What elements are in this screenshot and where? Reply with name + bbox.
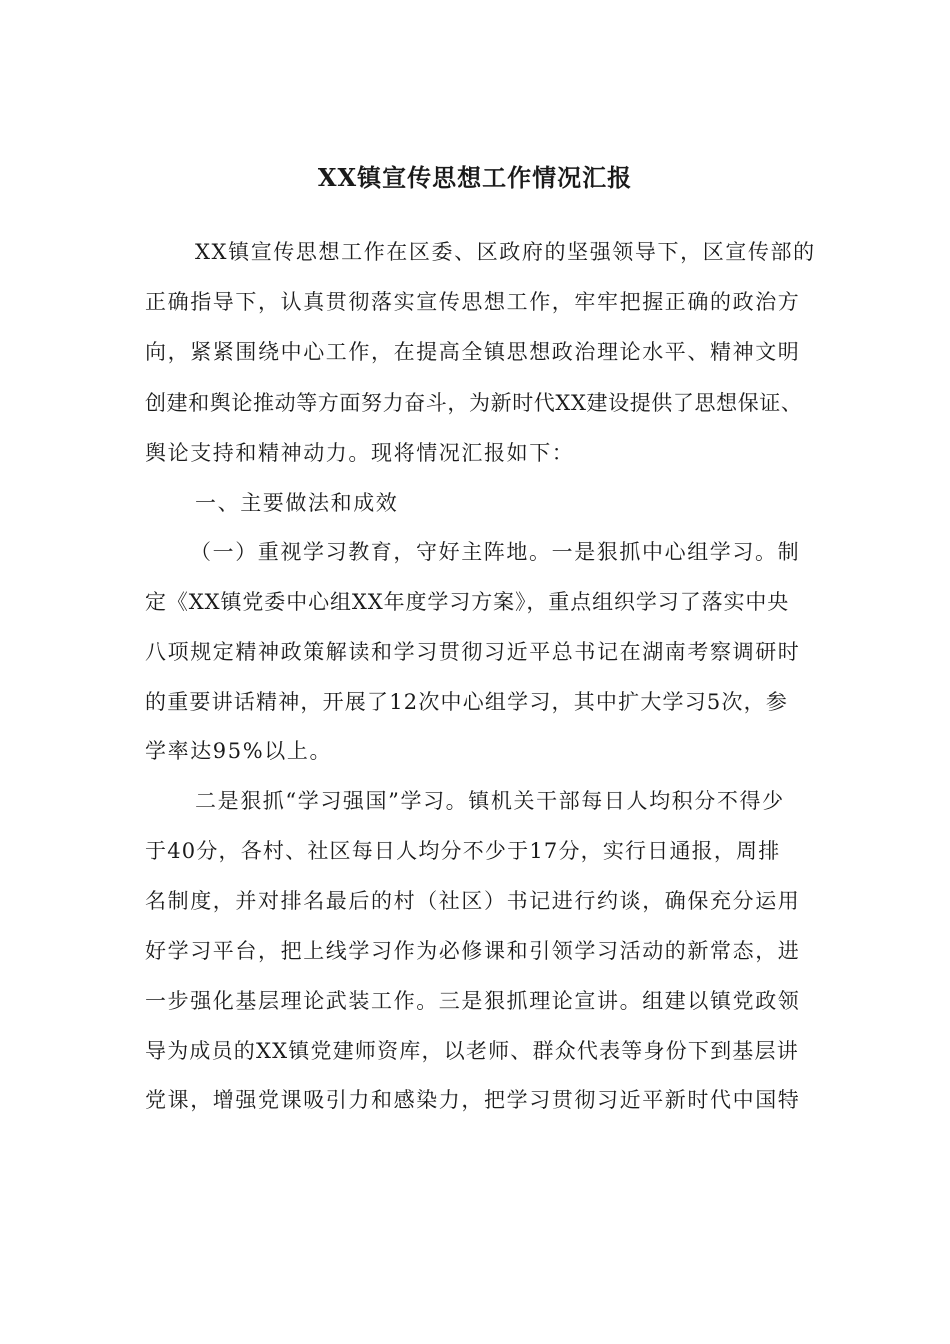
paragraph-line: （一）重视学习教育，守好主阵地。一是狠抓中心组学习。制 — [190, 540, 801, 564]
paragraph-line: 八项规定精神政策解读和学习贯彻习近平总书记在湖南考察调研时 — [145, 640, 801, 664]
section-heading: 一、主要做法和成效 — [195, 491, 399, 515]
paragraph-line: XX镇宣传思想工作在区委、区政府的坚强领导下，区宣传部的 — [195, 240, 816, 264]
paragraph-line: 定《XX镇党委中心组XX年度学习方案》，重点组织学习了落实中央 — [145, 590, 790, 614]
paragraph-line: 导为成员的XX镇党建师资库，以老师、群众代表等身份下到基层讲 — [145, 1039, 799, 1063]
paragraph-line: 党课，增强党课吸引力和感染力，把学习贯彻习近平新时代中国特 — [145, 1088, 801, 1112]
paragraph-line: 的重要讲话精神，开展了12次中心组学习，其中扩大学习5次，参 — [145, 690, 789, 714]
paragraph-line: 正确指导下，认真贯彻落实宣传思想工作，牢牢把握正确的政治方 — [145, 290, 801, 314]
paragraph-line: 名制度，并对排名最后的村（社区）书记进行约谈，确保充分运用 — [145, 889, 801, 913]
paragraph-line: 学率达95%以上。 — [145, 739, 333, 763]
paragraph-line: 向，紧紧围绕中心工作，在提高全镇思想政治理论水平、精神文明 — [145, 340, 801, 364]
paragraph-line: 二是狠抓“学习强国”学习。镇机关干部每日人均积分不得少 — [195, 789, 785, 813]
paragraph-line: 好学习平台，把上线学习作为必修课和引领学习活动的新常态，进 — [145, 939, 801, 963]
document-title: XX镇宣传思想工作情况汇报 — [317, 163, 633, 192]
paragraph-line: 创建和舆论推动等方面努力奋斗，为新时代XX建设提供了思想保证、 — [145, 391, 803, 415]
paragraph-line: 舆论支持和精神动力。现将情况汇报如下： — [145, 441, 575, 465]
paragraph-line: 于40分，各村、社区每日人均分不少于17分，实行日通报，周排 — [145, 839, 781, 863]
paragraph-line: 一步强化基层理论武装工作。三是狠抓理论宣讲。组建以镇党政领 — [145, 989, 801, 1013]
